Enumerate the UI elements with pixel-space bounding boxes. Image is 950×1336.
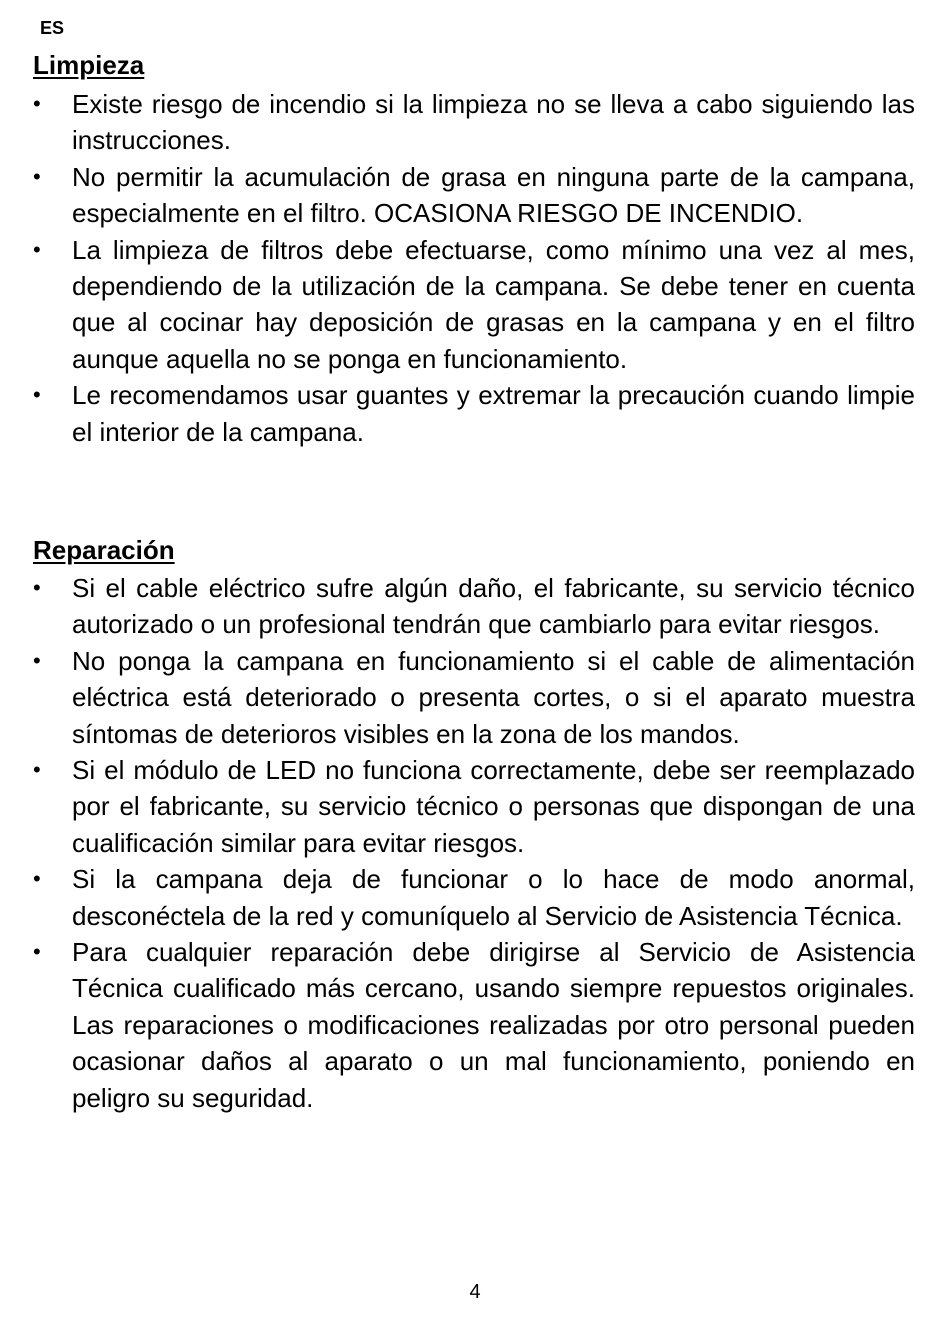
list-item bbox=[33, 752, 915, 861]
section-title-limpieza: Limpieza bbox=[33, 50, 145, 80]
bullet-icon: • bbox=[33, 866, 41, 892]
page-number: 4 bbox=[469, 1281, 481, 1303]
list-item-text: No permitir la acumulación de grasa en ninguna parte de la campana, especialmente en el filtro. OCASIONA RIESGO DE INCENDIO. bbox=[72, 161, 915, 229]
bullet-icon: • bbox=[33, 163, 41, 189]
language-code: ES bbox=[40, 18, 65, 38]
bullet-icon: • bbox=[33, 575, 41, 600]
list-item-text: No ponga la campana en funcionamiento si el cable de alimentación eléctrica está deteriorado o presenta cortes, o si el aparato muestra síntomas de deterioros visibles en la zona de los mandos. bbox=[72, 645, 915, 749]
list-item-text: Si el módulo de LED no funciona correctamente, debe ser reemplazado por el fabricante, su servicio técnico o personas que dispongan de una cualificación similar para evitar riesgos. bbox=[72, 755, 915, 858]
bullet-icon: • bbox=[33, 757, 41, 783]
list-item bbox=[33, 934, 915, 1116]
list-item-text: Para cualquier reparación debe dirigirse al Servicio de Asistencia Técnica cualificado más cercano, usando siempre repuestos originales. Las reparaciones o modificaciones realizadas por otro personal pueden ocasionar daños al aparato o un mal funcionamiento, poniendo en peligro su seguridad. bbox=[72, 937, 915, 1113]
list-item bbox=[33, 570, 915, 643]
bullet-icon: • bbox=[33, 382, 41, 408]
list-item bbox=[33, 377, 915, 450]
list-item bbox=[33, 159, 915, 232]
list-item bbox=[33, 86, 915, 159]
bullet-icon: • bbox=[33, 647, 41, 673]
list-item-text: La limpieza de filtros debe efectuarse, como mínimo una vez al mes, dependiendo de la utilización de la campana. Se debe tener en cuenta que al cocinar hay deposición de grasas en la campana y en el filtro aunque aquella no se ponga en funcionamiento. bbox=[72, 234, 915, 374]
bullet-icon: • bbox=[33, 91, 41, 116]
section-title-reparacion: Reparación bbox=[33, 535, 175, 565]
bullet-icon: • bbox=[33, 939, 41, 965]
list-item-text: Si la campana deja de funcionar o lo hace de modo anormal, desconéctela de la red y comuníquelo al Servicio de Asistencia Técnica. bbox=[72, 864, 915, 931]
list-item-text: Existe riesgo de incendio si la limpieza no se lleva a cabo siguiendo las instrucciones. bbox=[72, 89, 915, 156]
bullet-icon: • bbox=[33, 236, 41, 262]
list-item bbox=[33, 232, 915, 378]
bullet-list-reparacion bbox=[0, 570, 950, 1116]
list-item-text: Le recomendamos usar guantes y extremar la precaución cuando limpie el interior de la campana. bbox=[72, 380, 915, 447]
bullet-list-limpieza bbox=[0, 86, 950, 450]
list-item bbox=[33, 643, 915, 752]
list-item-text: Si el cable eléctrico sufre algún daño, el fabricante, su servicio técnico autorizado o un profesional tendrán que cambiarlo para evitar riesgos. bbox=[72, 573, 915, 640]
list-item bbox=[33, 861, 915, 934]
